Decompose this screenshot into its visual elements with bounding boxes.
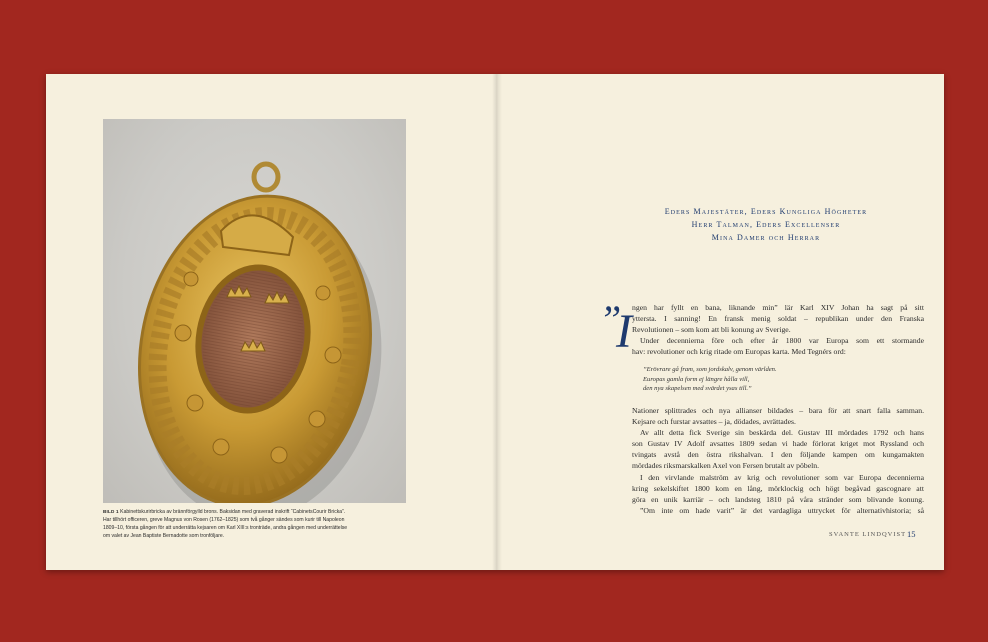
- page-number: 15: [907, 529, 916, 539]
- quote-line: ”Erövrare gå fram, som jordskalv, genom världen.: [643, 366, 777, 373]
- body-line: hav: revolutioner och krig ritade om Europas karta. Med Tegnérs ord:: [632, 347, 846, 357]
- body-line: ”Om inte om hade varit” är det vardagliga uttrycket för alternativhistoria; så: [640, 505, 924, 515]
- body-line: yttersta. I sanning! En fransk menig soldat – republikan under den Franska: [632, 314, 924, 324]
- running-footer-author: SVANTE LINDQVIST: [829, 531, 907, 538]
- photo-caption: [103, 508, 408, 540]
- body-line: mördades riksmarskalken Axel von Fersen brutalt av pöbeln.: [632, 461, 820, 471]
- book-spread: [46, 74, 944, 570]
- body-text: [632, 302, 924, 357]
- left-page: [46, 74, 496, 570]
- heading-line: Eders Majestäter, Eders Kungliga Högheter: [664, 207, 868, 216]
- body-line: Nationer splittrades och nya allianser bildades – bara för att snart falla samman.: [632, 406, 924, 415]
- body-line: kring sekelskiftet 1800 kom en lång, mörklockig och högt begåvad gascognare att: [632, 483, 924, 493]
- caption-line: Har tillhört officeren, greve Magnus von Rosen (1762–1825) som två gånger sändes som kurir till Napoleon: [103, 517, 345, 523]
- body-text-continued: [632, 405, 924, 516]
- gilded-medallion-image: [103, 119, 406, 503]
- body-line: göra en unik karriär – och landsteg 1810 på våra stränder som blivande konung.: [632, 494, 924, 504]
- body-line: tvingats avstå den östra rikshalvan. I den följande kampen om kungamakten: [632, 450, 924, 460]
- caption-line: om valet av Jean Baptiste Bernadotte som tronföljare.: [103, 533, 225, 539]
- tegner-quote: [643, 365, 777, 394]
- quote-line: Europas gamla form ej längre hålla vill,: [643, 375, 750, 383]
- body-line: Av allt detta fick Sverige sin beskärda del. Gustav III mördades 1792 och hans: [640, 428, 924, 438]
- salutation-heading: [616, 205, 916, 244]
- body-line: Under decennierna före och efter år 1800 var Europa som ett stormande: [640, 336, 924, 346]
- quote-line: den nya skapelsen med svärdet ysas till.”: [643, 385, 752, 392]
- caption-line: 1809–10, första gången för att underrätta kejsaren om Karl XIII:s tronträde, andra gången med underrättelse: [103, 525, 348, 531]
- body-line: I den virvlande malström av krig och revolutioner som var Europa decennierna: [640, 472, 924, 482]
- heading-line: Mina Damer och Herrar: [711, 233, 821, 242]
- medal-photo: [103, 119, 406, 503]
- body-line: ngen har fyllt en bana, liknande min” lär Karl XIV Johan ha sagt på sitt: [632, 303, 924, 312]
- body-line: Revolutionen – som kom att bli konung av Sverige.: [632, 325, 791, 335]
- caption-label: BILD 1: [103, 509, 119, 514]
- heading-line: Herr Talman, Eders Excellenser: [691, 220, 841, 229]
- dropcap-letter: I: [616, 305, 632, 358]
- right-page: [496, 74, 944, 570]
- dropcap-quote-mark: ”: [599, 297, 622, 342]
- body-line: son Gustav IV Adolf avsattes 1809 sedan vi hade förlorat kriget mot Ryssland och: [632, 439, 924, 449]
- body-line: Kejsare och furstar avsattes – ja, dödades, avrättades.: [632, 417, 796, 427]
- caption-line: Kabinettskurirbricka av brännförgylld brons. Baksidan med graverad inskrift “CabinetsCourir Bricka”.: [120, 509, 346, 515]
